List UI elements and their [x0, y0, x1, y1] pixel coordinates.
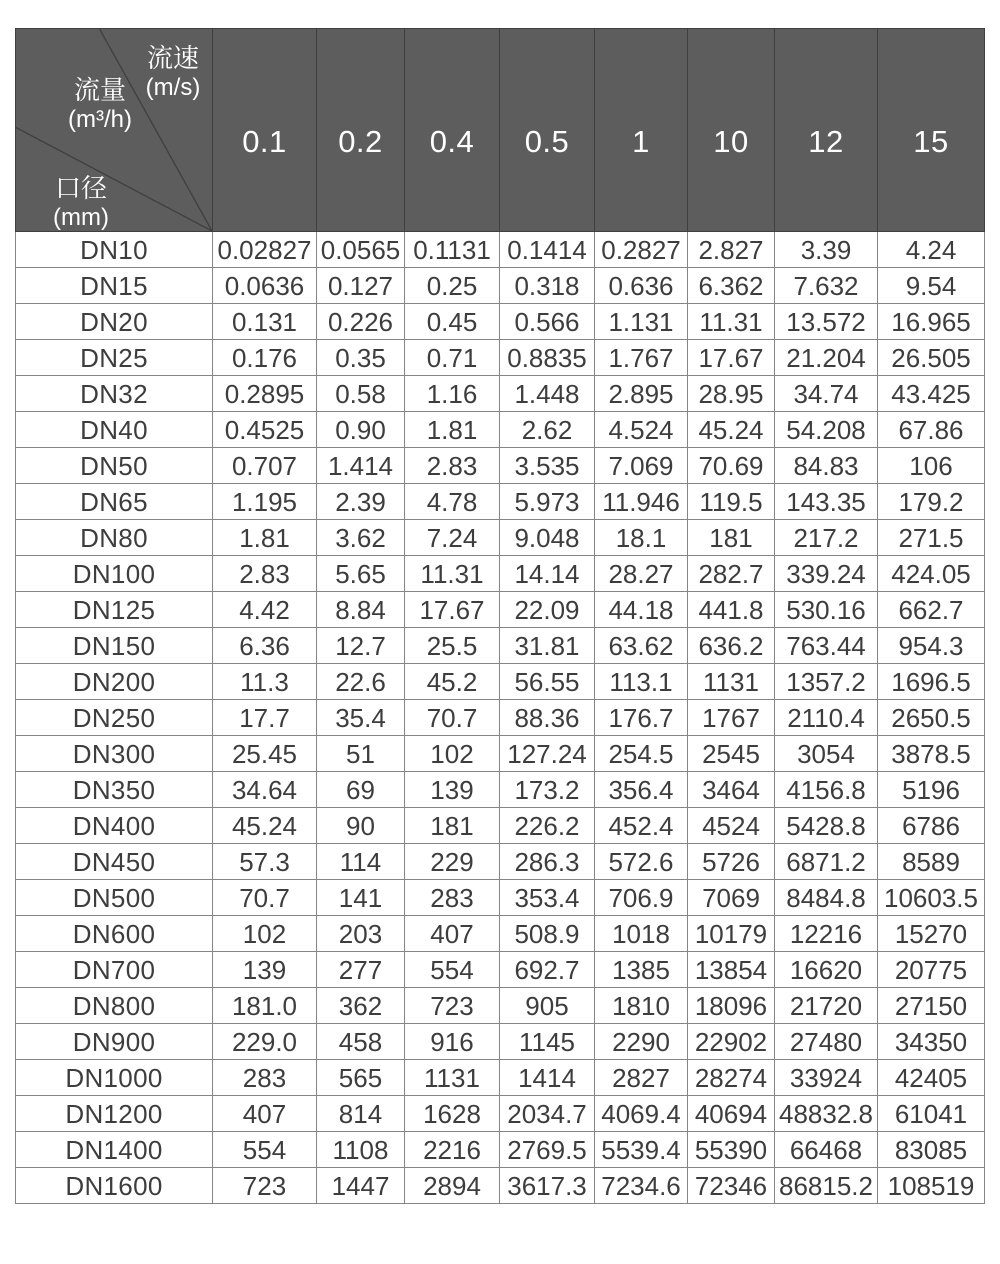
table-row — [16, 700, 985, 736]
flow-value-cell: 66468 — [775, 1132, 878, 1168]
table-row — [16, 1168, 985, 1204]
flow-value-cell: 3.535 — [500, 448, 595, 484]
flow-value-cell: 0.707 — [213, 448, 317, 484]
flow-value-cell: 7.069 — [595, 448, 688, 484]
flow-value-cell: 88.36 — [500, 700, 595, 736]
flow-value-cell: 7234.6 — [595, 1168, 688, 1204]
flow-value-cell: 2.62 — [500, 412, 595, 448]
flow-value-cell: 4.42 — [213, 592, 317, 628]
flow-value-cell: 70.69 — [688, 448, 775, 484]
flow-value-cell: 35.4 — [317, 700, 405, 736]
flow-value-cell: 0.2827 — [595, 232, 688, 268]
flow-value-cell: 4.78 — [405, 484, 500, 520]
flow-value-cell: 18096 — [688, 988, 775, 1024]
flow-value-cell: 28274 — [688, 1060, 775, 1096]
flow-value-cell: 0.71 — [405, 340, 500, 376]
diameter-cell: DN150 — [16, 628, 213, 664]
flow-value-cell: 34350 — [878, 1024, 985, 1060]
flow-value-cell: 2.895 — [595, 376, 688, 412]
flow-value-cell: 723 — [213, 1168, 317, 1204]
flow-label-text: 流量 — [73, 75, 126, 105]
flow-value-cell: 0.8835 — [500, 340, 595, 376]
flow-value-cell: 1.767 — [595, 340, 688, 376]
diameter-cell: DN100 — [16, 556, 213, 592]
flow-value-cell: 4156.8 — [775, 772, 878, 808]
flow-value-cell: 22.6 — [317, 664, 405, 700]
velocity-column-header: 0.1 — [213, 29, 317, 232]
flow-value-cell: 339.24 — [775, 556, 878, 592]
flow-value-cell: 217.2 — [775, 520, 878, 556]
table-body — [16, 232, 985, 1204]
flow-value-cell: 14.14 — [500, 556, 595, 592]
flow-value-cell: 1108 — [317, 1132, 405, 1168]
velocity-label-text: 流速 — [146, 43, 199, 73]
table-row — [16, 268, 985, 304]
flow-value-cell: 127.24 — [500, 736, 595, 772]
flow-value-cell: 102 — [405, 736, 500, 772]
diameter-cell: DN1000 — [16, 1060, 213, 1096]
flow-value-cell: 4.24 — [878, 232, 985, 268]
velocity-column-header: 0.4 — [405, 29, 500, 232]
flow-value-cell: 4524 — [688, 808, 775, 844]
flow-value-cell: 3617.3 — [500, 1168, 595, 1204]
flow-value-cell: 2894 — [405, 1168, 500, 1204]
flow-value-cell: 181.0 — [213, 988, 317, 1024]
table-row — [16, 1132, 985, 1168]
flow-value-cell: 0.131 — [213, 304, 317, 340]
flow-value-cell: 8.84 — [317, 592, 405, 628]
flow-value-cell: 0.90 — [317, 412, 405, 448]
diameter-cell: DN400 — [16, 808, 213, 844]
flow-value-cell: 42405 — [878, 1060, 985, 1096]
diameter-cell: DN250 — [16, 700, 213, 736]
flow-value-cell: 229.0 — [213, 1024, 317, 1060]
flow-value-cell: 0.2895 — [213, 376, 317, 412]
flow-value-cell: 1767 — [688, 700, 775, 736]
flow-value-cell: 1.16 — [405, 376, 500, 412]
diameter-label-text: 口径 — [54, 173, 107, 203]
table-row — [16, 952, 985, 988]
flow-value-cell: 2110.4 — [775, 700, 878, 736]
flow-value-cell: 2216 — [405, 1132, 500, 1168]
flow-value-cell: 34.64 — [213, 772, 317, 808]
flow-value-cell: 48832.8 — [775, 1096, 878, 1132]
flow-value-cell: 5726 — [688, 844, 775, 880]
flow-value-cell: 0.0565 — [317, 232, 405, 268]
table-row — [16, 988, 985, 1024]
flow-value-cell: 102 — [213, 916, 317, 952]
table-row — [16, 556, 985, 592]
flow-value-cell: 16620 — [775, 952, 878, 988]
velocity-column-header: 15 — [878, 29, 985, 232]
flow-value-cell: 1.195 — [213, 484, 317, 520]
flow-value-cell: 3464 — [688, 772, 775, 808]
flow-value-cell: 1131 — [688, 664, 775, 700]
flow-value-cell: 20775 — [878, 952, 985, 988]
flow-value-cell: 8589 — [878, 844, 985, 880]
diameter-cell: DN700 — [16, 952, 213, 988]
flow-value-cell: 203 — [317, 916, 405, 952]
flow-value-cell: 6786 — [878, 808, 985, 844]
flow-value-cell: 3054 — [775, 736, 878, 772]
flow-value-cell: 1385 — [595, 952, 688, 988]
velocity-column-header: 0.2 — [317, 29, 405, 232]
flow-value-cell: 17.7 — [213, 700, 317, 736]
diameter-cell: DN20 — [16, 304, 213, 340]
header-corner-cell — [16, 29, 213, 232]
flow-value-cell: 34.74 — [775, 376, 878, 412]
flow-value-cell: 90 — [317, 808, 405, 844]
table-row — [16, 592, 985, 628]
flow-value-cell: 10603.5 — [878, 880, 985, 916]
velocity-unit-text: (m/s) — [145, 73, 201, 101]
flow-value-cell: 13.572 — [775, 304, 878, 340]
flow-value-cell: 407 — [405, 916, 500, 952]
flow-value-cell: 139 — [213, 952, 317, 988]
flow-value-cell: 916 — [405, 1024, 500, 1060]
flow-value-cell: 2827 — [595, 1060, 688, 1096]
flow-value-cell: 7.632 — [775, 268, 878, 304]
table-row — [16, 340, 985, 376]
flow-value-cell: 0.636 — [595, 268, 688, 304]
flow-value-cell: 814 — [317, 1096, 405, 1132]
flow-value-cell: 6.36 — [213, 628, 317, 664]
flow-value-cell: 61041 — [878, 1096, 985, 1132]
flow-value-cell: 13854 — [688, 952, 775, 988]
flow-value-cell: 86815.2 — [775, 1168, 878, 1204]
table-row — [16, 448, 985, 484]
flow-value-cell: 181 — [688, 520, 775, 556]
flow-value-cell: 31.81 — [500, 628, 595, 664]
flow-value-cell: 83085 — [878, 1132, 985, 1168]
flow-value-cell: 565 — [317, 1060, 405, 1096]
flow-value-cell: 1.414 — [317, 448, 405, 484]
flow-value-cell: 84.83 — [775, 448, 878, 484]
flow-value-cell: 0.1131 — [405, 232, 500, 268]
flow-value-cell: 106 — [878, 448, 985, 484]
table-row — [16, 1096, 985, 1132]
flow-value-cell: 706.9 — [595, 880, 688, 916]
flow-value-cell: 70.7 — [405, 700, 500, 736]
flow-value-cell: 56.55 — [500, 664, 595, 700]
flow-value-cell: 27150 — [878, 988, 985, 1024]
flow-value-cell: 9.048 — [500, 520, 595, 556]
flow-value-cell: 5.65 — [317, 556, 405, 592]
flow-value-cell: 0.02827 — [213, 232, 317, 268]
diameter-cell: DN300 — [16, 736, 213, 772]
flow-value-cell: 3878.5 — [878, 736, 985, 772]
table-row — [16, 880, 985, 916]
diameter-cell: DN50 — [16, 448, 213, 484]
flow-value-cell: 51 — [317, 736, 405, 772]
flow-value-cell: 0.566 — [500, 304, 595, 340]
flow-value-cell: 2.83 — [213, 556, 317, 592]
flow-value-cell: 173.2 — [500, 772, 595, 808]
flow-value-cell: 1.448 — [500, 376, 595, 412]
table-header — [16, 29, 985, 232]
flow-value-cell: 0.176 — [213, 340, 317, 376]
diameter-cell: DN1200 — [16, 1096, 213, 1132]
flow-value-cell: 554 — [405, 952, 500, 988]
flow-value-cell: 11.3 — [213, 664, 317, 700]
flow-value-cell: 28.27 — [595, 556, 688, 592]
flow-value-cell: 44.18 — [595, 592, 688, 628]
table-row — [16, 1024, 985, 1060]
diameter-cell: DN65 — [16, 484, 213, 520]
diameter-cell: DN125 — [16, 592, 213, 628]
flow-value-cell: 17.67 — [405, 592, 500, 628]
flow-value-cell: 356.4 — [595, 772, 688, 808]
flow-value-cell: 3.62 — [317, 520, 405, 556]
flow-value-cell: 0.127 — [317, 268, 405, 304]
flow-value-cell: 40694 — [688, 1096, 775, 1132]
flow-value-cell: 11.31 — [688, 304, 775, 340]
flow-value-cell: 723 — [405, 988, 500, 1024]
flow-value-cell: 1.131 — [595, 304, 688, 340]
table-row — [16, 520, 985, 556]
flow-value-cell: 5.973 — [500, 484, 595, 520]
flow-value-cell: 0.226 — [317, 304, 405, 340]
flow-value-cell: 662.7 — [878, 592, 985, 628]
diameter-cell: DN32 — [16, 376, 213, 412]
flow-value-cell: 2769.5 — [500, 1132, 595, 1168]
diameter-cell: DN800 — [16, 988, 213, 1024]
flow-value-cell: 70.7 — [213, 880, 317, 916]
table-row — [16, 916, 985, 952]
diameter-cell: DN10 — [16, 232, 213, 268]
flow-value-cell: 45.24 — [213, 808, 317, 844]
flow-value-cell: 25.45 — [213, 736, 317, 772]
diameter-cell: DN900 — [16, 1024, 213, 1060]
flow-value-cell: 57.3 — [213, 844, 317, 880]
flow-value-cell: 0.25 — [405, 268, 500, 304]
flow-value-cell: 2545 — [688, 736, 775, 772]
flow-value-cell: 176.7 — [595, 700, 688, 736]
flow-value-cell: 636.2 — [688, 628, 775, 664]
flow-value-cell: 1357.2 — [775, 664, 878, 700]
flow-value-cell: 45.2 — [405, 664, 500, 700]
diameter-cell: DN15 — [16, 268, 213, 304]
flow-value-cell: 22902 — [688, 1024, 775, 1060]
flow-value-cell: 139 — [405, 772, 500, 808]
flow-value-cell: 271.5 — [878, 520, 985, 556]
flow-value-cell: 21.204 — [775, 340, 878, 376]
diameter-cell: DN1400 — [16, 1132, 213, 1168]
flow-value-cell: 5428.8 — [775, 808, 878, 844]
diameter-cell: DN450 — [16, 844, 213, 880]
flow-value-cell: 15270 — [878, 916, 985, 952]
flow-value-cell: 458 — [317, 1024, 405, 1060]
diameter-unit-text: (mm) — [53, 203, 109, 231]
flow-value-cell: 55390 — [688, 1132, 775, 1168]
flow-value-cell: 5539.4 — [595, 1132, 688, 1168]
diameter-cell: DN80 — [16, 520, 213, 556]
flow-value-cell: 2.39 — [317, 484, 405, 520]
flow-value-cell: 353.4 — [500, 880, 595, 916]
flow-value-cell: 6871.2 — [775, 844, 878, 880]
table-row — [16, 736, 985, 772]
diameter-axis-label — [44, 173, 118, 232]
header-row — [16, 29, 985, 232]
flow-value-cell: 8484.8 — [775, 880, 878, 916]
table-row — [16, 412, 985, 448]
flow-value-cell: 33924 — [775, 1060, 878, 1096]
diameter-cell: DN1600 — [16, 1168, 213, 1204]
flow-value-cell: 1018 — [595, 916, 688, 952]
flow-value-cell: 18.1 — [595, 520, 688, 556]
table-row — [16, 628, 985, 664]
flow-value-cell: 3.39 — [775, 232, 878, 268]
table-row — [16, 232, 985, 268]
flow-value-cell: 2034.7 — [500, 1096, 595, 1132]
table-row — [16, 376, 985, 412]
velocity-column-header: 10 — [688, 29, 775, 232]
table-row — [16, 664, 985, 700]
flow-value-cell: 21720 — [775, 988, 878, 1024]
flow-value-cell: 11.946 — [595, 484, 688, 520]
flow-value-cell: 10179 — [688, 916, 775, 952]
flow-value-cell: 1628 — [405, 1096, 500, 1132]
flow-value-cell: 282.7 — [688, 556, 775, 592]
flow-value-cell: 452.4 — [595, 808, 688, 844]
flow-value-cell: 229 — [405, 844, 500, 880]
flow-value-cell: 7.24 — [405, 520, 500, 556]
flow-value-cell: 2.83 — [405, 448, 500, 484]
flow-unit-text: (m³/h) — [68, 105, 132, 133]
flow-value-cell: 0.318 — [500, 268, 595, 304]
table-row — [16, 484, 985, 520]
flow-value-cell: 54.208 — [775, 412, 878, 448]
flow-value-cell: 143.35 — [775, 484, 878, 520]
flow-rate-table — [15, 28, 985, 1204]
diameter-cell: DN350 — [16, 772, 213, 808]
flow-value-cell: 27480 — [775, 1024, 878, 1060]
flow-value-cell: 12216 — [775, 916, 878, 952]
diameter-cell: DN25 — [16, 340, 213, 376]
flow-value-cell: 179.2 — [878, 484, 985, 520]
flow-value-cell: 113.1 — [595, 664, 688, 700]
flow-value-cell: 114 — [317, 844, 405, 880]
diameter-cell: DN200 — [16, 664, 213, 700]
flow-value-cell: 4.524 — [595, 412, 688, 448]
flow-value-cell: 692.7 — [500, 952, 595, 988]
flow-value-cell: 0.35 — [317, 340, 405, 376]
flow-value-cell: 0.45 — [405, 304, 500, 340]
flow-value-cell: 283 — [213, 1060, 317, 1096]
diameter-cell: DN500 — [16, 880, 213, 916]
flow-value-cell: 0.58 — [317, 376, 405, 412]
flow-value-cell: 0.4525 — [213, 412, 317, 448]
flow-value-cell: 1696.5 — [878, 664, 985, 700]
flow-value-cell: 1447 — [317, 1168, 405, 1204]
table-row — [16, 844, 985, 880]
diameter-cell: DN40 — [16, 412, 213, 448]
flow-value-cell: 226.2 — [500, 808, 595, 844]
flow-value-cell: 763.44 — [775, 628, 878, 664]
flow-value-cell: 1131 — [405, 1060, 500, 1096]
flow-value-cell: 4069.4 — [595, 1096, 688, 1132]
velocity-column-header: 1 — [595, 29, 688, 232]
flow-value-cell: 286.3 — [500, 844, 595, 880]
flow-value-cell: 283 — [405, 880, 500, 916]
flow-value-cell: 530.16 — [775, 592, 878, 628]
flow-value-cell: 69 — [317, 772, 405, 808]
flow-value-cell: 508.9 — [500, 916, 595, 952]
table-row — [16, 1060, 985, 1096]
flow-value-cell: 424.05 — [878, 556, 985, 592]
flow-value-cell: 45.24 — [688, 412, 775, 448]
flow-value-cell: 28.95 — [688, 376, 775, 412]
flow-value-cell: 181 — [405, 808, 500, 844]
flow-value-cell: 6.362 — [688, 268, 775, 304]
flow-value-cell: 1.81 — [213, 520, 317, 556]
flow-value-cell: 26.505 — [878, 340, 985, 376]
flow-value-cell: 43.425 — [878, 376, 985, 412]
flow-value-cell: 905 — [500, 988, 595, 1024]
flow-value-cell: 63.62 — [595, 628, 688, 664]
flow-value-cell: 2650.5 — [878, 700, 985, 736]
flow-value-cell: 362 — [317, 988, 405, 1024]
flow-value-cell: 12.7 — [317, 628, 405, 664]
flow-value-cell: 5196 — [878, 772, 985, 808]
flow-value-cell: 11.31 — [405, 556, 500, 592]
flow-value-cell: 141 — [317, 880, 405, 916]
flow-value-cell: 554 — [213, 1132, 317, 1168]
flow-value-cell: 2290 — [595, 1024, 688, 1060]
flow-value-cell: 9.54 — [878, 268, 985, 304]
flow-value-cell: 108519 — [878, 1168, 985, 1204]
flow-value-cell: 254.5 — [595, 736, 688, 772]
flow-value-cell: 277 — [317, 952, 405, 988]
flow-value-cell: 1414 — [500, 1060, 595, 1096]
flow-value-cell: 1.81 — [405, 412, 500, 448]
table-row — [16, 772, 985, 808]
velocity-column-header: 0.5 — [500, 29, 595, 232]
flow-value-cell: 7069 — [688, 880, 775, 916]
flow-value-cell: 16.965 — [878, 304, 985, 340]
table-row — [16, 808, 985, 844]
flow-value-cell: 572.6 — [595, 844, 688, 880]
flow-value-cell: 0.1414 — [500, 232, 595, 268]
flow-value-cell: 17.67 — [688, 340, 775, 376]
flow-value-cell: 1145 — [500, 1024, 595, 1060]
flow-value-cell: 954.3 — [878, 628, 985, 664]
diameter-cell: DN600 — [16, 916, 213, 952]
flow-value-cell: 407 — [213, 1096, 317, 1132]
flow-value-cell: 72346 — [688, 1168, 775, 1204]
flow-value-cell: 0.0636 — [213, 268, 317, 304]
flow-value-cell: 441.8 — [688, 592, 775, 628]
table-row — [16, 304, 985, 340]
flow-value-cell: 1810 — [595, 988, 688, 1024]
flow-value-cell: 67.86 — [878, 412, 985, 448]
flow-axis-label — [54, 75, 146, 134]
flow-value-cell: 2.827 — [688, 232, 775, 268]
flow-value-cell: 22.09 — [500, 592, 595, 628]
velocity-column-header: 12 — [775, 29, 878, 232]
flow-value-cell: 25.5 — [405, 628, 500, 664]
flow-value-cell: 119.5 — [688, 484, 775, 520]
